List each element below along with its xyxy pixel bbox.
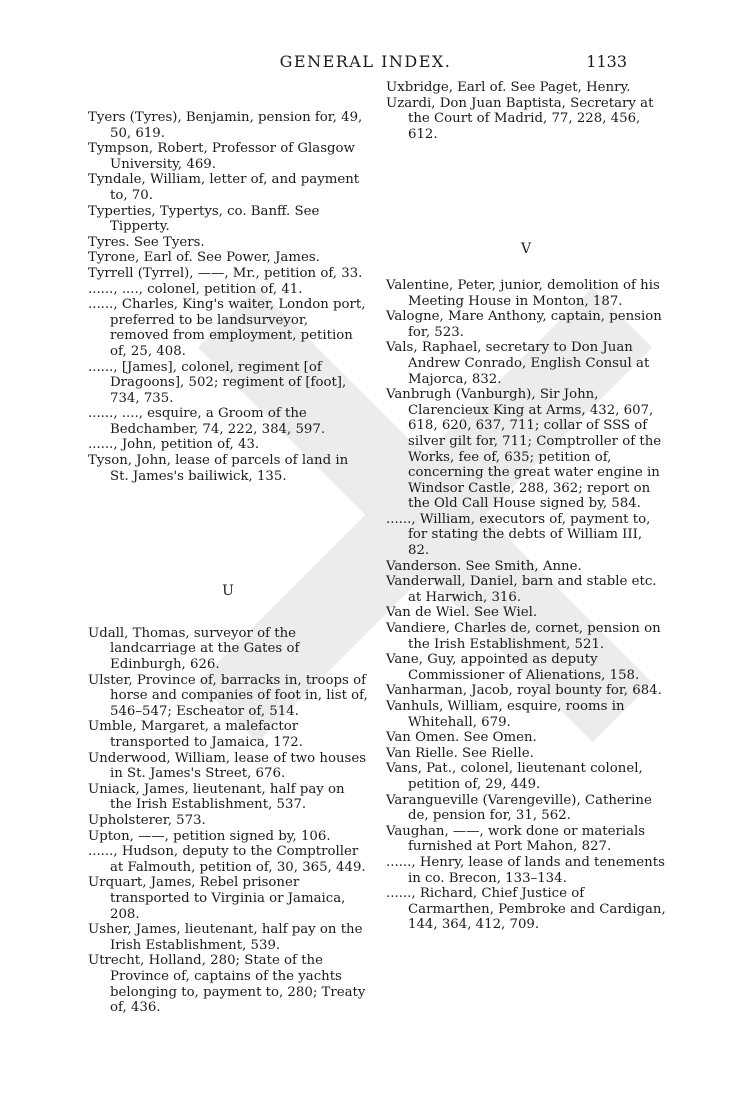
index-entry: ......, ...., esquire, a Groom of the Bedchamber, 74, 222, 384, 597. — [88, 406, 326, 437]
index-entry: Upton, ——, petition signed by, 106. — [88, 828, 331, 844]
index-entry: Vanderson. See Smith, Anne. — [386, 558, 582, 574]
index-entry: Upholsterer, 573. — [88, 812, 206, 828]
section-letter-heading: U — [222, 583, 234, 600]
index-entry: ......, Charles, King's waiter, London port, preferred to be landsurveyor, removed from employment, petition of, 25, 408. — [88, 297, 366, 359]
index-entry: ......, John, petition of, 43. — [88, 437, 260, 453]
index-entry: ......, [James], colonel, regiment [of Dragoons], 502; regiment of [foot], 734, 735. — [88, 359, 347, 406]
index-entry: Tyndale, William, letter of, and payment to, 70. — [88, 172, 360, 203]
index-entry: ......, William, executors of, payment to, for stating the debts of William III, 82. — [386, 511, 651, 559]
index-entry: Vane, Guy, appointed as deputy Commissioner of Alienations, 158. — [386, 652, 640, 683]
index-entry: Udall, Thomas, surveyor of the landcarriage at the Gates of Edinburgh, 626. — [88, 625, 300, 673]
index-entry: Ulster, Province of, barracks in, troops of horse and companies of foot in, list of, 546–547; Escheator of, 514. — [88, 672, 368, 719]
index-entry: Van de Wiel. See Wiel. — [386, 605, 538, 621]
index-entry: Tyers (Tyres), Benjamin, pension for, 49, 50, 619. — [88, 110, 363, 141]
index-entry: Varangueville (Varengeville), Catherine de, pension for, 31, 562. — [386, 792, 652, 824]
left-column — [88, 110, 368, 1016]
spacer — [386, 142, 666, 242]
index-entry: Uzardi, Don Juan Baptista, Secretary at the Court of Madrid, 77, 228, 456, 612. — [386, 95, 654, 142]
index-entry: Tyson, John, lease of parcels of land in St. James's bailiwick, 135. — [88, 453, 349, 484]
index-entry: Vans, Pat., colonel, lieutenant colonel, petition of, 29, 449. — [386, 761, 643, 792]
page-title: GENERAL INDEX. — [279, 52, 452, 71]
index-entry: Vanharman, Jacob, royal bounty for, 684. — [386, 683, 662, 699]
index-entry: Valogne, Mare Anthony, captain, pension for, 523. — [386, 309, 662, 340]
index-entry: Tympson, Robert, Professor of Glasgow University, 469. — [88, 141, 355, 172]
index-entry: Usher, James, lieutenant, half pay on the Irish Establishment, 539. — [88, 922, 363, 953]
index-entry: Vanbrugh (Vanburgh), Sir John, Clarencieux King at Arms, 432, 607, 618, 620, 637, 711; collar of SSS of silver gilt for, 711; Comptroller of the Works, fee of, 635; petition of, concerning the great water engine in Windsor Castle, 288, 362; report on the Old Call House signed by, 584. — [386, 387, 662, 512]
spacer — [386, 258, 666, 278]
section-letter-heading: V — [520, 241, 532, 258]
index-entry: Typerties, Typertys, co. Banff. See Tipperty. — [88, 203, 320, 235]
index-entry: Van Omen. See Omen. — [386, 730, 537, 746]
index-entry: Uniack, James, lieutenant, half pay on the Irish Establishment, 537. — [88, 781, 345, 813]
index-entry: ......, Henry, lease of lands and tenements in co. Brecon, 133–134. — [386, 854, 665, 886]
index-entry: ......, Richard, Chief Justice of Carmarthen, Pembroke and Cardigan, 144, 364, 412, 709. — [386, 886, 666, 933]
index-entry: ......, ...., colonel, petition of, 41. — [88, 281, 303, 297]
index-entry: Utrecht, Holland, 280; State of the Province of, captains of the yachts belonging to, payment to, 280; Treaty of, 436. — [88, 953, 366, 1016]
index-entry: Tyrone, Earl of. See Power, James. — [88, 250, 320, 266]
index-entry: Umble, Margaret, a malefactor transported to Jamaica, 172. — [88, 719, 303, 750]
spacer — [88, 484, 368, 584]
index-entry: Vals, Raphael, secretary to Don Juan Andrew Conrado, English Consul at Majorca, 832. — [386, 340, 650, 387]
index-entry: Urquart, James, Rebel prisoner transported to Virginia or Jamaica, 208. — [88, 875, 346, 922]
index-entry: Underwood, William, lease of two houses in St. James's Street, 676. — [88, 750, 367, 782]
index-entry: Vanderwall, Daniel, barn and stable etc. at Harwich, 316. — [386, 574, 657, 605]
index-entry: Vandiere, Charles de, cornet, pension on the Irish Establishment, 521. — [386, 621, 661, 652]
page-number: 1133 — [586, 52, 627, 71]
page-header — [0, 50, 731, 72]
index-entry: Uxbridge, Earl of. See Paget, Henry. — [386, 80, 631, 95]
index-entry: Van Rielle. See Rielle. — [386, 745, 534, 761]
index-entry: Tyres. See Tyers. — [88, 234, 205, 250]
index-entry: Vaughan, ——, work done or materials furnished at Port Mahon, 827. — [386, 823, 646, 855]
spacer — [88, 600, 368, 626]
index-entry: ......, Hudson, deputy to the Comptroller at Falmouth, petition of, 30, 365, 449. — [88, 844, 366, 875]
index-entry: Valentine, Peter, junior, demolition of his Meeting House in Monton, 187. — [386, 277, 660, 309]
right-column — [386, 80, 666, 933]
index-entry: Vanhuls, William, esquire, rooms in Whitehall, 679. — [386, 699, 625, 730]
index-entry: Tyrrell (Tyrrel), ——, Mr., petition of, 33. — [88, 265, 363, 281]
